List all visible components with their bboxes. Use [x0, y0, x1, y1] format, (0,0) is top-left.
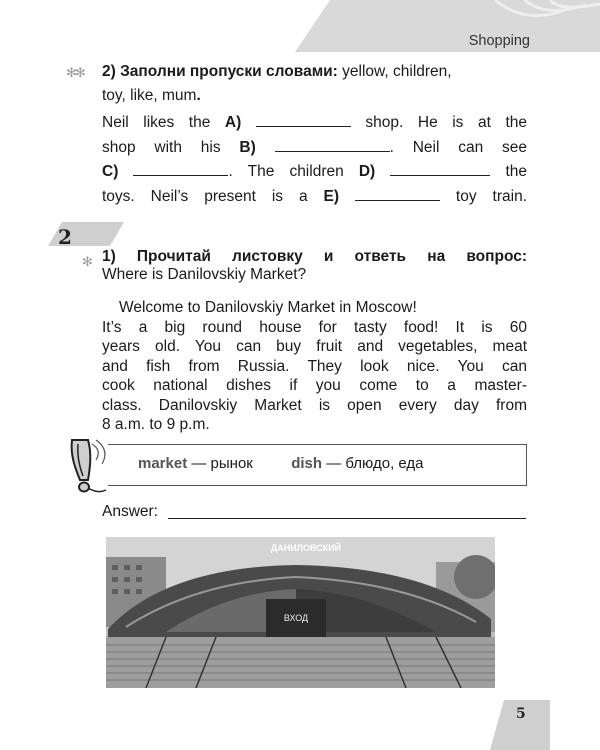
entrance-sign: ВХОД [283, 613, 309, 623]
leaflet-line: cook national dishes if you come to a master- [102, 377, 527, 394]
exercise-1-instruction [102, 248, 527, 284]
blank-a[interactable] [256, 112, 351, 127]
vocab-translation: рынок [210, 455, 253, 472]
gap-line-4: toys. Neil’s present is a E) toy train. [102, 187, 527, 205]
vocab-translation: блюдо, еда [345, 455, 424, 472]
answer-label: Answer: [102, 503, 158, 520]
leaflet-line: It’s a big round house for tasty food! It is 60 [102, 318, 527, 336]
vocab-word: market [138, 455, 188, 472]
market-photo [106, 537, 495, 688]
leaflet-title: Welcome to Danilovskiy Market in Moscow! [119, 299, 417, 316]
gap-line-2: shop with his B) . Neil can see [102, 138, 527, 156]
blank-c[interactable] [133, 161, 228, 176]
section-title: Shopping [468, 33, 530, 49]
page-number: 5 [516, 706, 526, 722]
difficulty-stars-icon: ✻✻ [66, 65, 84, 80]
leaflet-line: 8 a.m. to 9 p.m. [102, 416, 210, 433]
task-number: 2 [58, 225, 72, 249]
blank-d[interactable] [390, 161, 490, 176]
answer-line[interactable] [168, 518, 526, 519]
word-bank-continued: toy, like, mum [102, 87, 197, 104]
exclamation-note-icon [62, 436, 110, 498]
exercise-1-label: 1) Прочитай листовку и ответь на вопрос: [102, 248, 527, 265]
leaflet-line: and fish from Russia. They look nice. You can [102, 357, 527, 375]
blank-b[interactable] [275, 137, 390, 152]
gap-line-1: Neil likes the A) shop. He is at the [102, 114, 528, 131]
header-band [295, 0, 600, 52]
exercise-1-question: Where is Danilovskiy Market? [102, 266, 307, 283]
gap-line-3: C) . The children D) the [102, 163, 528, 180]
word-bank: yellow, children, [342, 63, 452, 80]
exercise-2-instruction: 2) Заполни пропуски словами: yellow, children, toy, like, mum. [102, 63, 452, 104]
vocabulary-box: market — рынок dish — блюдо, еда [108, 444, 527, 486]
difficulty-star-icon: ✻ [82, 254, 91, 269]
leaflet-line: class. Danilovskiy Market is open every day from [102, 396, 527, 414]
leaflet-line: years old. You can buy fruit and vegetables, meat [102, 338, 527, 355]
vocab-word: dish [291, 455, 323, 472]
market-sign: ДАНИЛОВСКИЙ [270, 543, 342, 553]
exercise-2-label: 2) Заполни пропуски словами: [102, 63, 338, 80]
gap-fill-text [102, 111, 527, 209]
leaflet [102, 298, 527, 435]
blank-e[interactable] [355, 186, 440, 201]
